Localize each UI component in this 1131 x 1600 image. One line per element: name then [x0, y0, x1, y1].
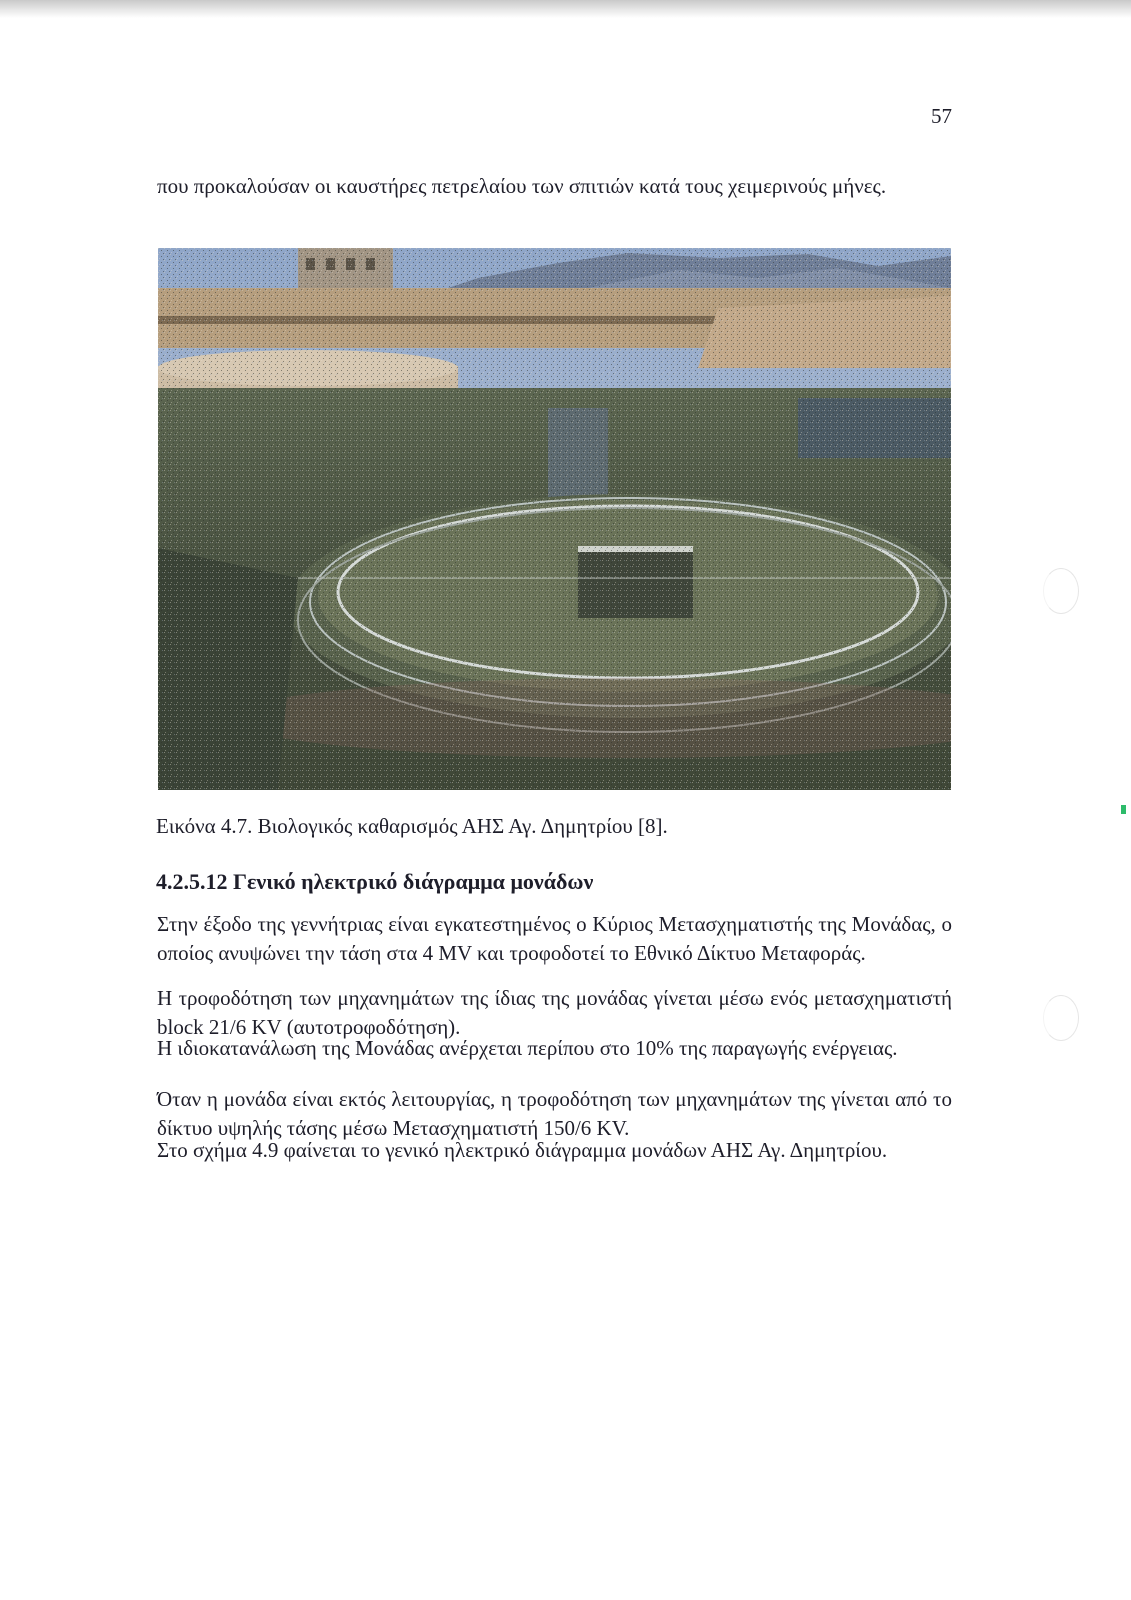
scan-edge-mark [1121, 805, 1126, 814]
intro-text: που προκαλούσαν οι καυστήρες πετρελαίου των σπιτιών κατά τους χειμερινούς μήνες. [157, 174, 887, 198]
scan-border [0, 0, 1131, 18]
page-number: 57 [931, 104, 952, 128]
paragraph: Στην έξοδο της γεννήτριας είναι εγκατεστημένος ο Κύριος Μετασχηματιστής της Μονάδας, ο οποίος ανυψώνει την τάση στα 4 MV και τροφοδοτεί το Εθνικό Δίκτυο Μεταφοράς. [157, 912, 952, 965]
punch-hole-upper [1043, 568, 1079, 614]
paragraph: Όταν η μονάδα είναι εκτός λειτουργίας, η τροφοδότηση των μηχανημάτων της γίνεται από το δίκτυο υψηλής τάσης μέσω Μετασχηματιστή 150/6 KV. [157, 1087, 952, 1140]
wastewater-treatment-photo [158, 248, 951, 790]
paragraph: Η τροφοδότηση των μηχανημάτων της ίδιας της μονάδας γίνεται μέσω ενός μετασχηματιστή block 21/6 KV (αυτοτροφοδότηση). [157, 986, 952, 1039]
punch-hole-lower [1043, 995, 1079, 1041]
paragraph: Στο σχήμα 4.9 φαίνεται το γενικό ηλεκτρικό διάγραμμα μονάδων ΑΗΣ Αγ. Δημητρίου. [157, 1138, 888, 1162]
section-heading: 4.2.5.12 Γενικό ηλεκτρικό διάγραμμα μονάδων [156, 869, 594, 894]
paragraph: Η ιδιοκατανάλωση της Μονάδας ανέρχεται περίπου στο 10% της παραγωγής ενέργειας. [157, 1036, 898, 1060]
figure-caption: Εικόνα 4.7. Βιολογικός καθαρισμός ΑΗΣ Αγ. Δημητρίου [8]. [156, 814, 668, 838]
